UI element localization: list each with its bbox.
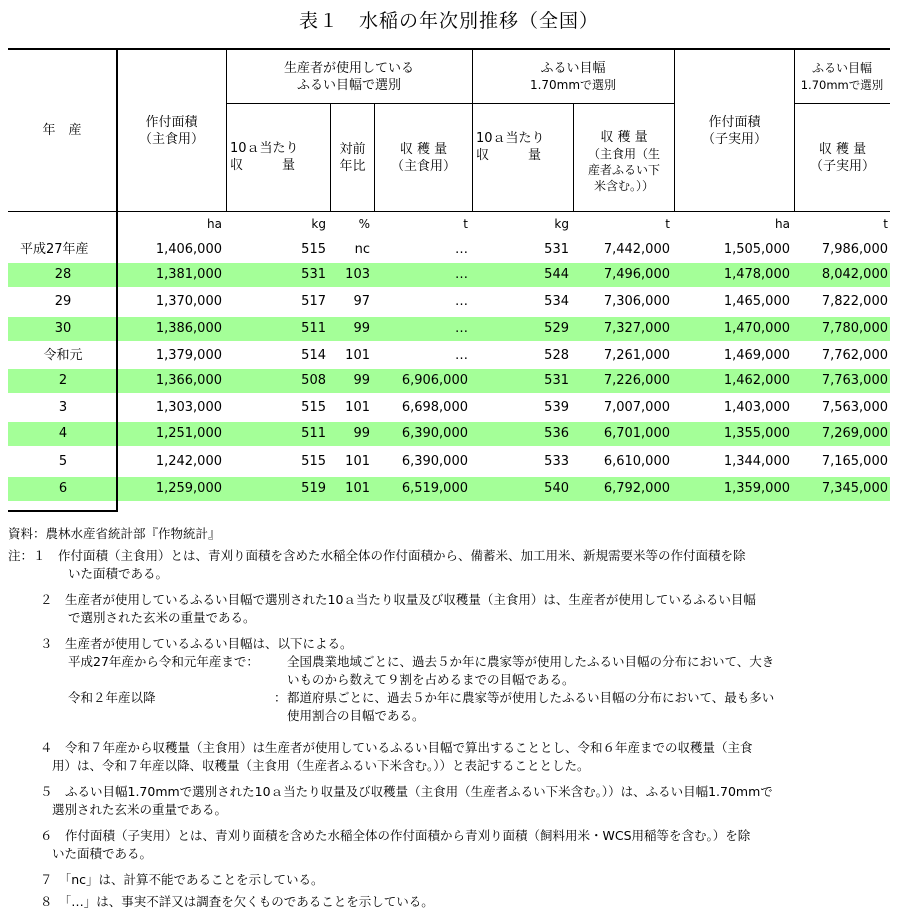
note-3-text-a-cont: いものから数えて９割を占めるまでの目幅である。 <box>287 672 575 687</box>
table-cell: 1,379,000 <box>155 348 222 363</box>
header-line: （子実用） <box>809 158 875 174</box>
table-cell: 7,822,000 <box>821 294 888 309</box>
table-cell: 1,470,000 <box>723 321 790 336</box>
table-cell: 99 <box>353 321 370 336</box>
note-3-label-b: 令和２年産以降 <box>68 690 156 705</box>
table-cell: 1,359,000 <box>723 481 790 496</box>
table-cell: 6,610,000 <box>603 454 670 469</box>
table-cell: 531 <box>301 267 326 282</box>
table-cell: … <box>455 348 468 363</box>
header-year: 年 産 <box>42 123 82 138</box>
table-cell: 7,496,000 <box>603 267 670 282</box>
row-year: 3 <box>58 400 68 415</box>
header-line: 米含む。）） <box>593 179 654 193</box>
table-cell: 101 <box>345 481 370 496</box>
table-cell: 536 <box>544 426 569 441</box>
header-line: 収 穫 量 <box>600 130 648 145</box>
header-area-child <box>675 50 794 211</box>
table-cell: … <box>455 267 468 282</box>
row-year: 29 <box>54 294 72 309</box>
row-year: 令和元 <box>43 348 83 363</box>
table-cell: 6,390,000 <box>401 426 468 441</box>
table-cell: 544 <box>544 267 569 282</box>
table-cell: 1,386,000 <box>155 321 222 336</box>
table-cell: 101 <box>345 454 370 469</box>
header-line: ふるい目幅 <box>540 60 606 76</box>
header-line: （主食用） <box>390 158 456 174</box>
table-cell: 7,442,000 <box>603 242 670 257</box>
table-cell: 7,007,000 <box>603 400 670 415</box>
table-cell: 539 <box>544 400 569 415</box>
table-cell: 1,370,000 <box>155 294 222 309</box>
table-cell: 97 <box>353 294 370 309</box>
table-cell: 1,259,000 <box>155 481 222 496</box>
table-cell: 1,381,000 <box>155 267 222 282</box>
table-cell: 1,478,000 <box>723 267 790 282</box>
table-cell: 540 <box>544 481 569 496</box>
note-3-colon-b: ： <box>274 690 287 705</box>
header-group-producer <box>226 50 472 103</box>
table-cell: 101 <box>345 400 370 415</box>
table-cell: 7,763,000 <box>821 373 888 388</box>
table-cell: … <box>455 294 468 309</box>
header-harvest-child <box>795 104 890 211</box>
row-year: 2 <box>58 373 68 388</box>
table-cell: 99 <box>353 373 370 388</box>
note-3-text-a: 全国農業地域ごとに、過去５か年に農家等が使用したふるい目幅の分布において、大き <box>287 654 775 669</box>
note-6-cont: いた面積である。 <box>52 846 153 861</box>
table-cell: 7,780,000 <box>821 321 888 336</box>
table-cell: 7,345,000 <box>821 481 888 496</box>
table-cell: 7,261,000 <box>603 348 670 363</box>
note-2: ２ 生産者が使用しているふるい目幅で選別された10ａ当たり収量及び収穫量（主食用）は、生産者が使用しているふるい目幅 <box>40 592 756 607</box>
row-year: 平成27年産 <box>20 242 89 257</box>
table-cell: 8,042,000 <box>821 267 888 282</box>
table-cell: 1,251,000 <box>155 426 222 441</box>
table-cell: 6,698,000 <box>401 400 468 415</box>
row-year: 6 <box>58 481 68 496</box>
note-2-cont: で選別された玄米の重量である。 <box>68 610 256 625</box>
header-line: 生産者が使用している <box>283 60 414 76</box>
table-cell: 7,165,000 <box>821 454 888 469</box>
unit-label: t <box>463 217 468 231</box>
unit-label: kg <box>311 217 326 231</box>
table-cell: 6,390,000 <box>401 454 468 469</box>
unit-label: % <box>358 217 370 231</box>
header-area-main <box>117 50 226 211</box>
header-line: 10ａ当たり <box>476 131 545 146</box>
header-line: 収 量 <box>230 158 296 173</box>
table-cell: 515 <box>301 242 326 257</box>
table-cell: 6,906,000 <box>401 373 468 388</box>
note-6: ６ 作付面積（子実用）とは、青刈り面積を含めた水稲全体の作付面積から青刈り面積（飼料用米・WCS用稲等を含む。）を除 <box>40 828 751 843</box>
row-year: 28 <box>54 267 72 282</box>
table-cell: 1,403,000 <box>723 400 790 415</box>
note-8: ８ 「…」は、事実不詳又は調査を欠くものであることを示している。 <box>40 894 434 909</box>
header-bottom-rule <box>8 211 890 212</box>
table-cell: 7,986,000 <box>821 242 888 257</box>
unit-label: t <box>883 217 888 231</box>
table-cell: 7,269,000 <box>821 426 888 441</box>
header-group-170 <box>472 50 674 103</box>
note-7: ７ 「nc」は、計算不能であることを示している。 <box>40 872 324 887</box>
note-3: ３ 生産者が使用しているふるい目幅は、以下による。 <box>40 636 353 651</box>
table-cell: 519 <box>301 481 326 496</box>
header-line: 10ａ当たり <box>230 141 299 156</box>
table-cell: 515 <box>301 454 326 469</box>
table-cell: 1,406,000 <box>155 242 222 257</box>
table-cell: 1,303,000 <box>155 400 222 415</box>
table-cell: 1,242,000 <box>155 454 222 469</box>
header-line: 1.70mmで選別 <box>529 77 617 92</box>
note-5: ５ ふるい目幅1.70mmで選別された10ａ当たり収量及び収穫量（主食用（生産者ふるい下米含む。））は、ふるい目幅1.70mmで <box>40 784 773 799</box>
row-year: 5 <box>58 454 68 469</box>
table-cell: 7,226,000 <box>603 373 670 388</box>
header-ratio <box>331 104 374 211</box>
table-cell: nc <box>354 242 370 257</box>
table-cell: 529 <box>544 321 569 336</box>
table-cell: 7,306,000 <box>603 294 670 309</box>
table-cell: 511 <box>301 321 326 336</box>
header-line: ふるい目幅で選別 <box>296 77 401 93</box>
header-line: 作付面積 <box>145 114 198 130</box>
table-cell: 7,327,000 <box>603 321 670 336</box>
table-cell: 533 <box>544 454 569 469</box>
table-cell: 511 <box>301 426 326 441</box>
table-cell: 508 <box>301 373 326 388</box>
table-cell: 7,762,000 <box>821 348 888 363</box>
table-bottom-rule <box>8 510 116 512</box>
header-line: 収 穫 量 <box>818 141 867 157</box>
note-1: 注：１ 作付面積（主食用）とは、青刈り面積を含めた水稲全体の作付面積から、備蓄米、加工用米、新規需要米等の作付面積を除 <box>8 548 746 563</box>
header-yield-10a <box>230 140 328 180</box>
header-line: 産者ふるい下 <box>587 163 660 177</box>
table-cell: 514 <box>301 348 326 363</box>
header-group-right <box>794 50 890 103</box>
header-line: 収 量 <box>476 148 542 163</box>
table-cell: 515 <box>301 400 326 415</box>
table-cell: … <box>455 242 468 257</box>
table-cell: 1,505,000 <box>723 242 790 257</box>
data-table <box>8 48 890 512</box>
header-line: 収 穫 量 <box>399 141 448 157</box>
table-cell: 6,519,000 <box>401 481 468 496</box>
table-cell: 1,465,000 <box>723 294 790 309</box>
header-yield-10a-170 <box>476 130 572 170</box>
table-cell: 528 <box>544 348 569 363</box>
table-cell: 1,355,000 <box>723 426 790 441</box>
table-cell: 531 <box>544 373 569 388</box>
header-line: ふるい目幅 <box>811 60 872 75</box>
table-cell: 7,563,000 <box>821 400 888 415</box>
table-cell: 517 <box>301 294 326 309</box>
note-3-text-b: 都道府県ごとに、過去５か年に農家等が使用したふるい目幅の分布において、最も多い <box>287 690 775 705</box>
header-line: 対前 <box>339 141 366 157</box>
unit-label: kg <box>554 217 569 231</box>
header-line: （子実用） <box>701 131 767 147</box>
unit-label: ha <box>207 217 222 231</box>
unit-label: ha <box>775 217 790 231</box>
row-year: 4 <box>58 426 68 441</box>
note-4: ４ 令和７年産から収穫量（主食用）は生産者が使用しているふるい目幅で算出することとし、令和６年産までの収穫量（主食 <box>40 740 753 755</box>
note-4-cont: 用）は、令和７年産以降、収穫量（主食用（生産者ふるい下米含む。））と表記することとした。 <box>52 758 590 773</box>
table-cell: 534 <box>544 294 569 309</box>
table-cell: 6,792,000 <box>603 481 670 496</box>
header-line: （主食用（生 <box>587 147 660 161</box>
header-harvest-170 <box>574 122 674 202</box>
note-5-cont: 選別された玄米の重量である。 <box>52 802 228 817</box>
table-cell: 1,366,000 <box>155 373 222 388</box>
table-cell: 99 <box>353 426 370 441</box>
header-harvest-main <box>375 104 472 211</box>
table-cell: 531 <box>544 242 569 257</box>
table-cell: 101 <box>345 348 370 363</box>
table-cell: 6,701,000 <box>603 426 670 441</box>
table-cell: 1,344,000 <box>723 454 790 469</box>
page-title: 表１ 水稲の年次別推移（全国） <box>298 10 599 32</box>
note-3-text-b-cont: 使用割合の目幅である。 <box>287 708 425 723</box>
table-cell: 103 <box>345 267 370 282</box>
table-cell: 1,469,000 <box>723 348 790 363</box>
note-3-label-a: 平成27年産から令和元年産まで： <box>68 654 259 669</box>
header-line: 作付面積 <box>708 114 761 130</box>
header-line: 1.70mmで選別 <box>800 77 884 92</box>
header-line: （主食用） <box>138 131 204 147</box>
source-note: 資料：農林水産省統計部『作物統計』 <box>8 526 221 541</box>
table-cell: 1,462,000 <box>723 373 790 388</box>
note-1-cont: いた面積である。 <box>68 566 169 581</box>
table-cell: … <box>455 321 468 336</box>
header-line: 年比 <box>339 158 366 174</box>
unit-label: t <box>665 217 670 231</box>
row-year: 30 <box>54 321 72 336</box>
